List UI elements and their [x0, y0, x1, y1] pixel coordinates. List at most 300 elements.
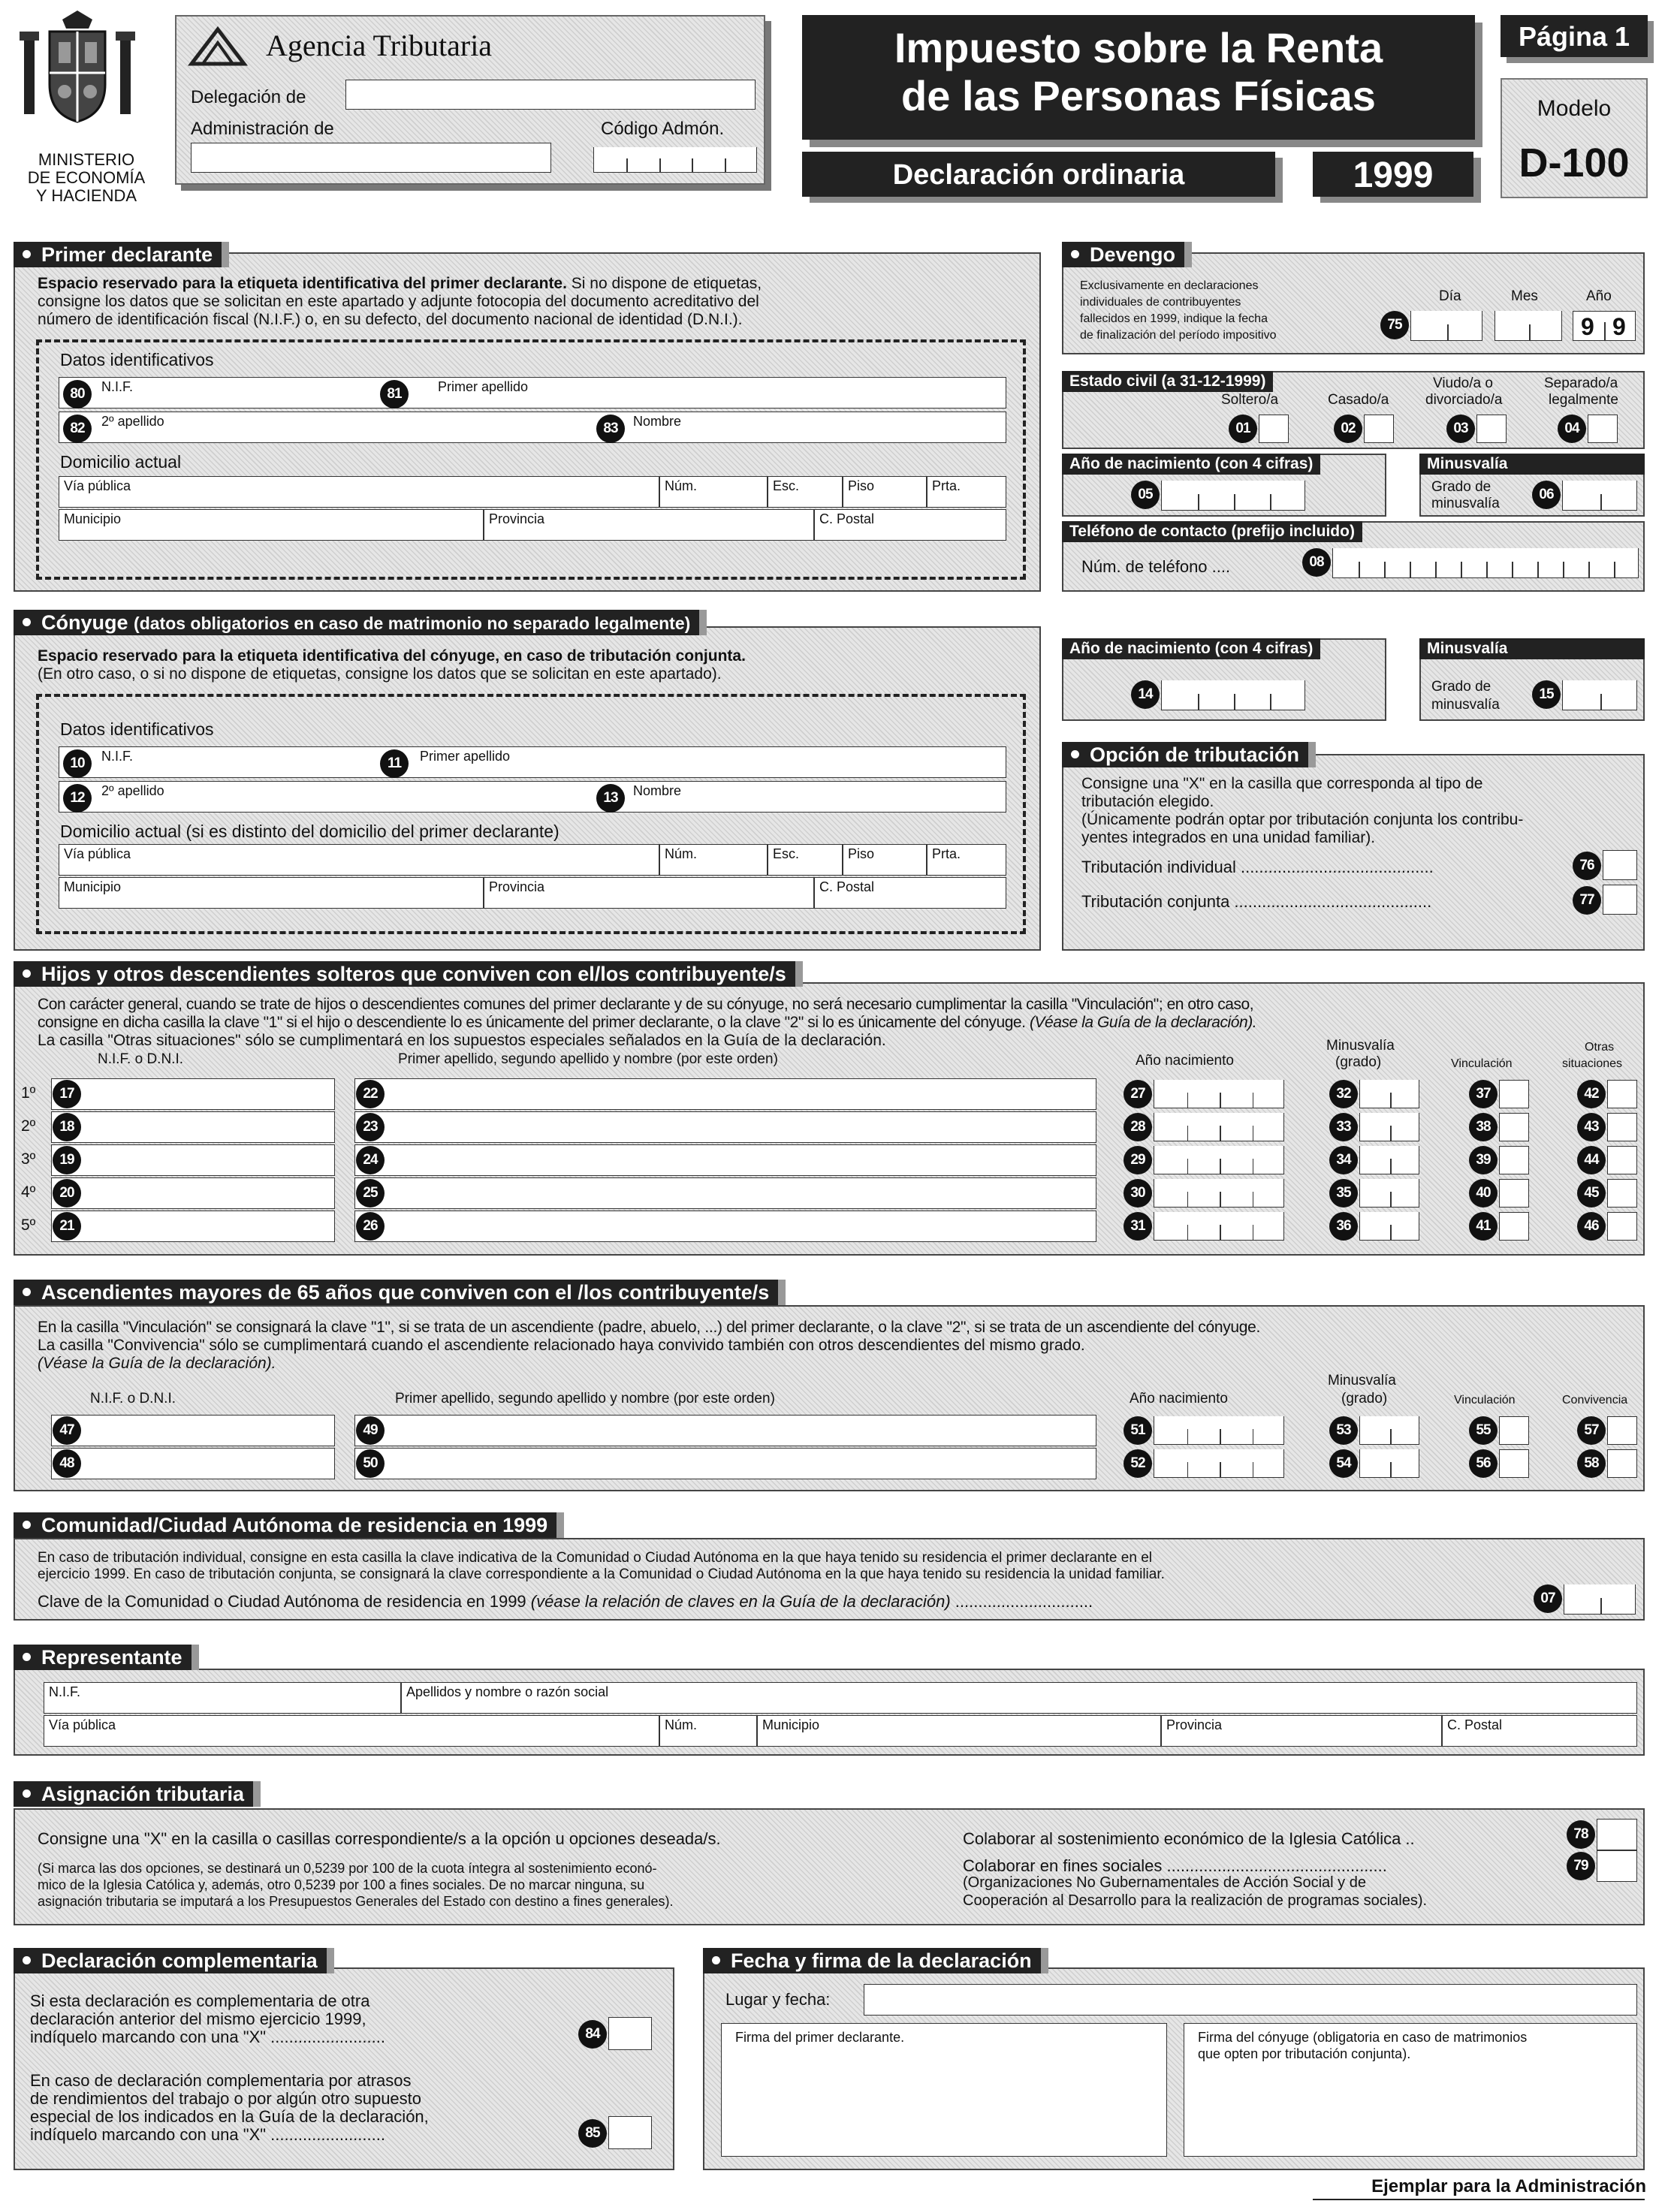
casilla-53: 53 — [1329, 1416, 1358, 1445]
footer-rule — [1313, 2199, 1645, 2200]
hijos-col-otras-2: situaciones — [1562, 1057, 1623, 1070]
hijos-nacimiento-input[interactable] — [1154, 1113, 1284, 1141]
hijos-nacimiento-input[interactable] — [1154, 1179, 1284, 1208]
conyuge-segundo-nombre-row[interactable] — [59, 781, 1006, 813]
hijos-vinculacion-input[interactable] — [1499, 1080, 1529, 1108]
representante-apellidos-label: Apellidos y nombre o razón social — [406, 1684, 609, 1699]
ascendientes-line-3: (Véase la Guía de la declaración). — [38, 1355, 276, 1372]
devengo-mes-input[interactable] — [1495, 311, 1562, 341]
casilla-06: 06 — [1532, 481, 1561, 509]
casilla-57: 57 — [1577, 1416, 1606, 1445]
devengo-dia-input[interactable] — [1410, 311, 1482, 341]
casilla-42: 42 — [1577, 1080, 1606, 1108]
primer-via-publica-field[interactable] — [59, 476, 659, 508]
representante-num-label: Núm. — [665, 1717, 698, 1732]
casilla-11: 11 — [380, 749, 409, 778]
hijos-vinculacion-input[interactable] — [1499, 1146, 1529, 1174]
ascendiente-minusvalia-input[interactable] — [1359, 1449, 1419, 1478]
hijos-nif-field[interactable] — [51, 1078, 335, 1110]
casilla-31: 31 — [1124, 1212, 1152, 1241]
casilla-84: 84 — [578, 2020, 607, 2049]
casilla-22: 22 — [356, 1080, 385, 1108]
separado-label-1: Separado/a — [1544, 375, 1618, 391]
casilla-21: 21 — [53, 1212, 81, 1241]
ascendiente-convivencia-input[interactable] — [1607, 1449, 1637, 1478]
opcion-tributacion-title: Opción de tributación — [1090, 743, 1300, 766]
fines-sociales-label: Colaborar en fines sociales ................................................ — [963, 1856, 1387, 1875]
devengo-text-3: fallecidos en 1999, indique la fecha — [1080, 312, 1268, 325]
hijos-title: Hijos y otros descendientes solteros que conviven con el/los contribuyente/s — [41, 963, 786, 985]
ministry-line-1: MINISTERIO — [38, 150, 135, 169]
casilla-27: 27 — [1124, 1080, 1152, 1108]
casilla-80: 80 — [63, 380, 92, 409]
ascendientes-col-nif: N.I.F. o D.N.I. — [90, 1391, 176, 1407]
casilla-03: 03 — [1446, 415, 1475, 443]
casilla-49: 49 — [356, 1416, 385, 1445]
opcion-line-2: tributación elegido. — [1081, 793, 1214, 810]
casilla-54: 54 — [1329, 1449, 1358, 1478]
ascendiente-nombre-field[interactable] — [354, 1415, 1096, 1446]
devengo-header — [1062, 242, 1184, 267]
casilla-01: 01 — [1229, 415, 1257, 443]
conyuge-title: Cónyuge — [41, 611, 128, 634]
casilla-35: 35 — [1329, 1179, 1358, 1208]
ministry-line-3: Y HACIENDA — [35, 186, 137, 205]
primer-municipio-label: Municipio — [64, 511, 122, 526]
hijos-col-nacimiento: Año nacimiento — [1136, 1053, 1234, 1069]
casilla-28: 28 — [1124, 1113, 1152, 1141]
hijos-nombre-field[interactable] — [354, 1078, 1096, 1110]
tributacion-conjunta-checkbox[interactable] — [1603, 885, 1637, 915]
casilla-38: 38 — [1469, 1113, 1498, 1141]
primer-declarante-title: Primer declarante — [41, 243, 213, 266]
complementaria-a-1: Si esta declaración es complementaria de otra — [30, 1991, 370, 2010]
conyuge-via-publica-field[interactable] — [59, 844, 659, 876]
devengo-ano-label: Año — [1586, 288, 1612, 304]
casilla-10: 10 — [63, 749, 92, 778]
iglesia-label: Colaborar al sostenimiento económico de la Iglesia Católica .. — [963, 1829, 1415, 1848]
casilla-77: 77 — [1573, 886, 1601, 915]
primer-intro-line-2: consigne los datos que se solicitan en este apartado y adjunte fotocopia del documento acreditativo del — [38, 293, 759, 310]
conyuge-datos-label: Datos identificativos — [60, 719, 214, 739]
administracion-input[interactable] — [191, 143, 551, 173]
primer-declarante-header — [14, 242, 222, 267]
representante-nif-field[interactable] — [44, 1682, 401, 1714]
hijos-nombre-field[interactable] — [354, 1177, 1096, 1209]
opcion-line-3: (Únicamente podrán optar por tributación conjunta los contribu- — [1081, 811, 1524, 828]
devengo-ano-digit-1: 9 — [1581, 313, 1594, 340]
ascendiente-nacimiento-input[interactable] — [1154, 1449, 1284, 1478]
conyuge-nif-apellido-row[interactable] — [59, 746, 1006, 778]
nacimiento-1-input[interactable] — [1161, 481, 1305, 511]
ascendiente-vinculacion-input[interactable] — [1499, 1416, 1529, 1445]
hijos-row-ordinal: 2º — [21, 1117, 36, 1135]
lugar-fecha-input[interactable] — [864, 1984, 1637, 2016]
primer-cpostal-field[interactable] — [814, 509, 1006, 541]
ascendientes-col-minusvalia-1: Minusvalía — [1328, 1373, 1396, 1388]
hijos-col-otras-1: Otras — [1585, 1041, 1615, 1054]
ascendiente-convivencia-input[interactable] — [1607, 1416, 1637, 1445]
minusvalia-2-input[interactable] — [1562, 680, 1637, 710]
comunidad-clave-input[interactable] — [1564, 1584, 1636, 1615]
minusvalia-1-grado-1: Grado de — [1431, 479, 1491, 495]
casilla-19: 19 — [53, 1146, 81, 1174]
primer-apellido-label: Primer apellido — [438, 379, 529, 394]
comunidad-header — [14, 1512, 556, 1538]
delegacion-input[interactable] — [345, 80, 756, 110]
casilla-13: 13 — [596, 784, 625, 813]
conyuge-domicilio-label: Domicilio actual (si es distinto del domicilio del primer declarante) — [60, 822, 559, 841]
separado-label-2: legalmente — [1549, 392, 1618, 408]
minusvalia-1-input[interactable] — [1562, 481, 1637, 511]
complementaria-b-3: especial de los indicados en la Guía de la declaración, — [30, 2107, 429, 2126]
casilla-76: 76 — [1573, 852, 1601, 880]
casilla-79: 79 — [1567, 1852, 1595, 1880]
hijos-row-ordinal: 5º — [21, 1217, 36, 1234]
casilla-40: 40 — [1469, 1179, 1498, 1208]
primer-intro-line-3: número de identificación fiscal (N.I.F.) o, en su defecto, del documento nacional de identidad (D.N.I.). — [38, 311, 743, 328]
complementaria-b-4: indíquelo marcando con una "X" ......................... — [30, 2125, 385, 2144]
casilla-05: 05 — [1131, 481, 1160, 509]
primer-provincia-label: Provincia — [489, 511, 545, 526]
devengo-title: Devengo — [1090, 243, 1176, 266]
conyuge-nif-label: N.I.F. — [101, 749, 134, 764]
representante-cpostal-label: C. Postal — [1447, 1717, 1503, 1732]
coat-of-arms-icon — [14, 9, 141, 129]
primer-nif-apellido-row[interactable] — [59, 377, 1006, 409]
conyuge-intro-line-2: (En otro caso, o si no dispone de etiquetas, consigne los datos que se solicitan en este apartado). — [38, 665, 722, 683]
conyuge-provincia-label: Provincia — [489, 879, 545, 894]
casilla-12: 12 — [63, 784, 92, 813]
primer-intro-line-1: Espacio reservado para la etiqueta identificativa del primer declarante. Si no dispone de etiquetas, — [38, 275, 762, 292]
administracion-label: Administración de — [191, 119, 334, 139]
firma-header — [703, 1948, 1041, 1973]
minusvalia-2-header: Minusvalía — [1419, 638, 1645, 659]
casilla-20: 20 — [53, 1179, 81, 1208]
asignacion-note-1: (Si marca las dos opciones, se destinará un 0,5239 por 100 de la cuota íntegra al sostenimiento econó- — [38, 1861, 657, 1876]
hijos-minusvalia-input[interactable] — [1359, 1113, 1419, 1141]
primer-datos-label: Datos identificativos — [60, 350, 214, 369]
casado-checkbox[interactable] — [1364, 415, 1394, 443]
conyuge-primer-apellido-label: Primer apellido — [420, 749, 511, 764]
hijos-nombre-field[interactable] — [354, 1111, 1096, 1143]
representante-municipio-label: Municipio — [762, 1717, 820, 1732]
ascendiente-nombre-field[interactable] — [354, 1448, 1096, 1479]
devengo-mes-label: Mes — [1511, 288, 1538, 304]
ascendientes-col-minusvalia-2: (grado) — [1341, 1391, 1388, 1407]
casado-label: Casado/a — [1328, 392, 1389, 408]
minusvalia-2-grado-2: minusvalía — [1431, 697, 1500, 713]
devengo-text-2: individuales de contribuyentes — [1080, 296, 1241, 309]
modelo-label: Modelo — [1537, 96, 1612, 121]
casilla-32: 32 — [1329, 1080, 1358, 1108]
hijos-line-1: Con carácter general, cuando se trate de hijos o descendientes comunes del primer declarante y de su cónyuge, no será necesario cumplimentar la casilla "Vinculación"; en otro caso, — [38, 996, 1254, 1013]
title-line-1: Impuesto sobre la Renta — [894, 24, 1383, 71]
representante-via-field[interactable] — [44, 1715, 659, 1747]
hijos-nombre-field[interactable] — [354, 1211, 1096, 1242]
conyuge-num-field[interactable] — [659, 844, 768, 876]
hijos-otras-input[interactable] — [1607, 1212, 1637, 1241]
hijos-minusvalia-input[interactable] — [1359, 1212, 1419, 1241]
casilla-04: 04 — [1558, 415, 1586, 443]
primer-nif-label: N.I.F. — [101, 379, 134, 394]
hijos-nif-field[interactable] — [51, 1144, 335, 1176]
minusvalia-1-grado-2: minusvalía — [1431, 496, 1500, 511]
hijos-col-nombre: Primer apellido, segundo apellido y nombre (por este orden) — [398, 1051, 778, 1067]
representante-municipio-field[interactable] — [757, 1715, 1161, 1747]
casilla-17: 17 — [53, 1080, 81, 1108]
hijos-col-minusvalia-2: (grado) — [1335, 1054, 1382, 1070]
primer-provincia-field[interactable] — [484, 509, 814, 541]
casilla-37: 37 — [1469, 1080, 1498, 1108]
firma-primer-label: Firma del primer declarante. — [735, 2030, 905, 2045]
devengo-dia-label: Día — [1439, 288, 1461, 304]
nacimiento-2-input[interactable] — [1161, 680, 1305, 710]
casilla-56: 56 — [1469, 1449, 1498, 1478]
casilla-58: 58 — [1577, 1449, 1606, 1478]
tributacion-individual-checkbox[interactable] — [1603, 850, 1637, 880]
lugar-fecha-label: Lugar y fecha: — [725, 1990, 831, 2009]
casilla-18: 18 — [53, 1113, 81, 1141]
opcion-line-1: Consigne una "X" en la casilla que corresponda al tipo de — [1081, 775, 1483, 792]
conyuge-piso-label: Piso — [848, 846, 875, 861]
primer-label-area — [36, 339, 1026, 580]
conyuge-cpostal-label: C. Postal — [819, 879, 875, 894]
casilla-75: 75 — [1380, 311, 1409, 339]
representante-provincia-label: Provincia — [1166, 1717, 1223, 1732]
hijos-col-nif: N.I.F. o D.N.I. — [98, 1051, 184, 1067]
casilla-36: 36 — [1329, 1212, 1358, 1241]
separado-checkbox[interactable] — [1588, 415, 1618, 443]
casilla-08: 08 — [1302, 548, 1331, 577]
minusvalia-2-grado-1: Grado de — [1431, 679, 1491, 695]
hijos-minusvalia-input[interactable] — [1359, 1080, 1419, 1108]
casilla-78: 78 — [1567, 1820, 1595, 1849]
casilla-15: 15 — [1532, 680, 1561, 709]
hijos-nacimiento-input[interactable] — [1154, 1146, 1284, 1174]
conyuge-nombre-label: Nombre — [633, 783, 682, 798]
casilla-43: 43 — [1577, 1113, 1606, 1141]
asignacion-header — [14, 1781, 253, 1807]
casilla-41: 41 — [1469, 1212, 1498, 1241]
footer-ejemplar: Ejemplar para la Administración — [1371, 2176, 1646, 2196]
conyuge-header — [14, 610, 699, 635]
hijos-col-minusvalia-1: Minusvalía — [1326, 1038, 1395, 1054]
hijos-line-2: consigne en dicha casilla la clave "1" si el hijo o descendiente lo es únicamente del primer declarante, o la clave "2" si lo es únicamente del cónyuge. (Véase la Guía de la declaración). — [38, 1014, 1257, 1031]
asignacion-note-3: asignación tributaria se imputará a los Presupuestos Generales del Estado con destino a fines generales). — [38, 1894, 674, 1909]
firma-conyuge-label-1: Firma del cónyuge (obligatoria en caso de matrimonios — [1198, 2030, 1528, 2045]
representante-via-label: Vía pública — [49, 1717, 116, 1732]
hijos-vinculacion-input[interactable] — [1499, 1212, 1529, 1241]
casilla-14: 14 — [1131, 680, 1160, 709]
casilla-23: 23 — [356, 1113, 385, 1141]
primer-via-label: Vía pública — [64, 478, 131, 493]
representante-header — [14, 1645, 192, 1670]
conyuge-num-label: Núm. — [665, 846, 698, 861]
firma-conyuge-box[interactable] — [1184, 2023, 1637, 2157]
fines-sociales-checkbox[interactable] — [1597, 1850, 1637, 1882]
casilla-29: 29 — [1124, 1146, 1152, 1174]
comunidad-title: Comunidad/Ciudad Autónoma de residencia en 1999 — [41, 1514, 548, 1536]
casilla-83: 83 — [596, 415, 625, 443]
codigo-admon-input[interactable] — [593, 147, 757, 173]
ascendiente-nif-field[interactable] — [51, 1448, 335, 1479]
representante-num-field[interactable] — [659, 1715, 757, 1747]
opcion-line-4: yentes integrados en una unidad familiar). — [1081, 829, 1376, 846]
casilla-45: 45 — [1577, 1179, 1606, 1208]
hijos-otras-input[interactable] — [1607, 1113, 1637, 1141]
hijos-otras-input[interactable] — [1607, 1146, 1637, 1174]
ascendiente-minusvalia-input[interactable] — [1359, 1416, 1419, 1445]
primer-cpostal-label: C. Postal — [819, 511, 875, 526]
conyuge-segundo-apellido-label: 2º apellido — [101, 783, 164, 798]
casilla-33: 33 — [1329, 1113, 1358, 1141]
casilla-07: 07 — [1534, 1584, 1562, 1613]
hijos-minusvalia-input[interactable] — [1359, 1146, 1419, 1174]
primer-piso-field[interactable] — [843, 476, 927, 508]
primer-segundo-nombre-row[interactable] — [59, 412, 1006, 443]
representante-apellidos-field[interactable] — [401, 1682, 1637, 1714]
hijos-nacimiento-input[interactable] — [1154, 1080, 1284, 1108]
estado-civil-header: Estado civil (a 31-12-1999) — [1062, 371, 1273, 392]
casilla-44: 44 — [1577, 1146, 1606, 1174]
casilla-85: 85 — [578, 2119, 607, 2148]
conyuge-title-sub: (datos obligatorios en caso de matrimonio no separado legalmente) — [134, 614, 691, 633]
complementaria-a-2: declaración anterior del mismo ejercicio 1999, — [30, 2010, 366, 2028]
modelo-code: D-100 — [1519, 140, 1630, 185]
asignacion-title: Asignación tributaria — [41, 1783, 245, 1805]
conyuge-prta-field[interactable] — [927, 844, 1006, 876]
firma-primer-declarante-box[interactable] — [721, 2023, 1167, 2157]
primer-piso-label: Piso — [848, 478, 875, 493]
conyuge-via-label: Vía pública — [64, 846, 131, 861]
casilla-39: 39 — [1469, 1146, 1498, 1174]
casilla-48: 48 — [53, 1449, 81, 1478]
ascendientes-title: Ascendientes mayores de 65 años que conviven con el /los contribuyente/s — [41, 1281, 770, 1304]
representante-nif-label: N.I.F. — [49, 1684, 81, 1699]
primer-municipio-field[interactable] — [59, 509, 484, 541]
asignacion-line-1: Consigne una "X" en la casilla o casillas correspondiente/s a la opción u opciones deseada/s. — [38, 1829, 721, 1848]
primer-prta-label: Prta. — [932, 478, 961, 493]
casilla-51: 51 — [1124, 1416, 1152, 1445]
conyuge-prta-label: Prta. — [932, 846, 961, 861]
comunidad-line-2: ejercicio 1999. En caso de tributación conjunta, se consignará la clave correspondiente a la Comunidad o Ciudad Autónoma en la que haya tenido su residencia la unidad familiar. — [38, 1566, 1165, 1582]
ascendientes-header — [14, 1280, 778, 1305]
hijos-row-ordinal: 3º — [21, 1150, 36, 1168]
representante-provincia-field[interactable] — [1161, 1715, 1442, 1747]
primer-num-label: Núm. — [665, 478, 698, 493]
hijos-vinculacion-input[interactable] — [1499, 1113, 1529, 1141]
hijos-nombre-field[interactable] — [354, 1144, 1096, 1176]
hijos-nif-field[interactable] — [51, 1211, 335, 1242]
devengo-ano-divider — [1604, 322, 1606, 340]
complementaria-title: Declaración complementaria — [41, 1949, 318, 1972]
representante-cpostal-field[interactable] — [1442, 1715, 1637, 1747]
ministry-line-2: DE ECONOMÍA — [27, 168, 146, 187]
agency-logo-icon — [188, 26, 248, 68]
conyuge-esc-field[interactable] — [768, 844, 843, 876]
hijos-col-vinculacion: Vinculación — [1451, 1057, 1513, 1070]
hijos-nif-field[interactable] — [51, 1177, 335, 1209]
hijos-otras-input[interactable] — [1607, 1080, 1637, 1108]
ascendientes-line-1: En la casilla "Vinculación" se consignará la clave "1", si se trata de un ascendiente (padre, abuelo, ...) del primer declarante, o la clave "2", si se trata de un ascendiente del cónyuge. — [38, 1319, 1261, 1336]
casilla-46: 46 — [1577, 1212, 1606, 1241]
delegacion-label: Delegación de — [191, 87, 306, 107]
telefono-label: Núm. de teléfono .... — [1081, 557, 1231, 576]
hijos-otras-input[interactable] — [1607, 1179, 1637, 1208]
ascendiente-nif-field[interactable] — [51, 1415, 335, 1446]
casilla-34: 34 — [1329, 1146, 1358, 1174]
devengo-text-1: Exclusivamente en declaraciones — [1080, 279, 1259, 292]
casilla-55: 55 — [1469, 1416, 1498, 1445]
fines-sociales-note-1: (Organizaciones No Gubernamentales de Acción Social y de — [963, 1874, 1366, 1891]
complementaria-header — [14, 1948, 327, 1973]
complementaria-a-3: indíquelo marcando con una "X" ......................... — [30, 2028, 385, 2046]
casilla-30: 30 — [1124, 1179, 1152, 1208]
ascendientes-col-vinculacion: Vinculación — [1454, 1394, 1516, 1407]
conyuge-piso-field[interactable] — [843, 844, 927, 876]
primer-prta-field[interactable] — [927, 476, 1006, 508]
tributacion-conjunta-label: Tributación conjunta ........................................... — [1081, 892, 1432, 911]
casilla-52: 52 — [1124, 1449, 1152, 1478]
primer-esc-field[interactable] — [768, 476, 843, 508]
opcion-tributacion-header — [1062, 742, 1308, 767]
primer-segundo-apellido-label: 2º apellido — [101, 414, 164, 429]
iglesia-checkbox[interactable] — [1597, 1819, 1637, 1850]
casilla-25: 25 — [356, 1179, 385, 1208]
primer-nombre-label: Nombre — [633, 414, 682, 429]
conyuge-municipio-label: Municipio — [64, 879, 122, 894]
hijos-nif-field[interactable] — [51, 1111, 335, 1143]
conyuge-provincia-field[interactable] — [484, 877, 814, 909]
conyuge-municipio-field[interactable] — [59, 877, 484, 909]
nacimiento-1-header: Año de nacimiento (con 4 cifras) — [1062, 454, 1320, 475]
ascendientes-col-convivencia: Convivencia — [1562, 1394, 1628, 1407]
complementaria-84-checkbox[interactable] — [608, 2017, 652, 2050]
pagina-label: Página 1 — [1518, 21, 1630, 52]
ascendiente-vinculacion-input[interactable] — [1499, 1449, 1529, 1478]
conyuge-cpostal-field[interactable] — [814, 877, 1006, 909]
hijos-vinculacion-input[interactable] — [1499, 1179, 1529, 1208]
ascendiente-nacimiento-input[interactable] — [1154, 1416, 1284, 1445]
hijos-nacimiento-input[interactable] — [1154, 1212, 1284, 1241]
hijos-row-ordinal: 4º — [21, 1183, 36, 1201]
soltero-checkbox[interactable] — [1259, 415, 1289, 443]
hijos-line-3: La casilla "Otras situaciones" sólo se cumplimentará en los supuestos especiales señalados en la Guía de la declaración. — [38, 1032, 886, 1049]
conyuge-esc-label: Esc. — [773, 846, 800, 861]
casilla-47: 47 — [53, 1416, 81, 1445]
comunidad-line-1: En caso de tributación individual, consigne en esta casilla la clave indicativa de la Comunidad o Ciudad Autónoma en la que haya tenido su residencia el primer declarante en el — [38, 1550, 1152, 1566]
hijos-minusvalia-input[interactable] — [1359, 1179, 1419, 1208]
comunidad-line-3: Clave de la Comunidad o Ciudad Autónoma de residencia en 1999 (véase la relación de claves en la Guía de la declaración) .............................. — [38, 1592, 1093, 1611]
casilla-02: 02 — [1334, 415, 1362, 443]
casilla-26: 26 — [356, 1212, 385, 1241]
casilla-50: 50 — [356, 1449, 385, 1478]
complementaria-85-checkbox[interactable] — [608, 2116, 652, 2149]
devengo-ano-input[interactable] — [1573, 311, 1636, 341]
primer-domicilio-label: Domicilio actual — [60, 452, 182, 472]
viudo-label-1: Viudo/a o — [1433, 375, 1493, 391]
declaracion-year: 1999 — [1353, 155, 1434, 195]
complementaria-b-2: de rendimientos del trabajo o por algún otro supuesto — [30, 2089, 422, 2108]
primer-num-field[interactable] — [659, 476, 768, 508]
viudo-checkbox[interactable] — [1476, 415, 1507, 443]
telefono-input[interactable] — [1332, 548, 1639, 578]
firma-conyuge-label-2: que opten por tributación conjunta). — [1198, 2046, 1411, 2061]
telefono-header: Teléfono de contacto (prefijo incluido) — [1062, 521, 1362, 542]
ascendientes-line-2: La casilla "Convivencia" sólo se cumplimentará cuando el ascendiente relacionado haya convivido también con otros descendientes del mismo grado. — [38, 1337, 1085, 1354]
conyuge-intro-line-1: Espacio reservado para la etiqueta identificativa del cónyuge, en caso de tributación conjunta. — [38, 647, 746, 665]
